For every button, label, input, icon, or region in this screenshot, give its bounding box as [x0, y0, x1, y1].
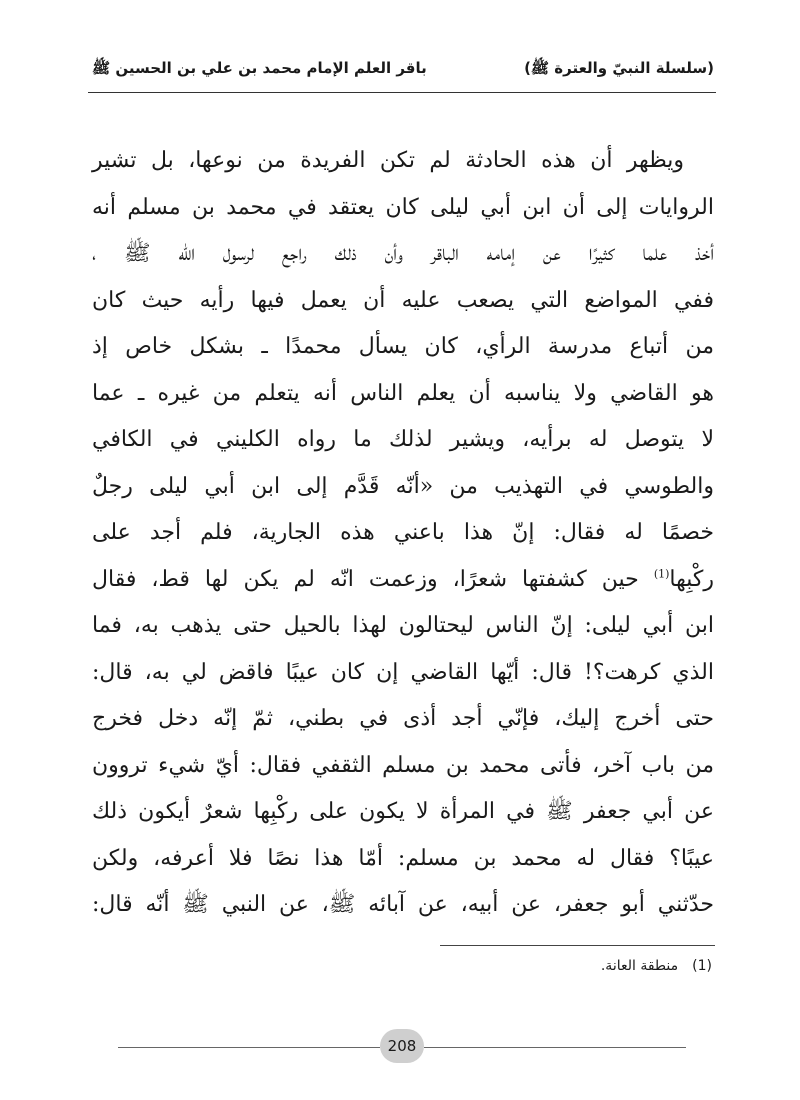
- text-line: ففي المواضع التي يصعب عليه أن يعمل فيها رأيه حيث كان: [92, 287, 714, 313]
- page-number: 208: [380, 1029, 424, 1063]
- text-line: حتى أخرج إليك، فإنّي أجد أذى في بطني، ثمّ إنّه دخل فخرج: [92, 706, 714, 731]
- page-rule-right: [424, 1047, 686, 1048]
- text-line: ويظهر أن هذه الحادثة لم تكن الفريدة من نوعها، بل تشير: [92, 148, 684, 173]
- text-line: الروايات إلى أن ابن أبي ليلى كان يعتقد في محمد بن مسلم أنه: [92, 194, 714, 220]
- text-line: لا يتوصل له برأيه، ويشير لذلك ما رواه الكليني في الكافي: [92, 427, 714, 452]
- footnote: [601, 958, 712, 974]
- running-header: [92, 55, 714, 85]
- text-line: من باب آخر، فأتى محمد بن مسلم الثقفي فقال: أيّ شيء تروون: [92, 752, 714, 778]
- footnote-divider: [440, 945, 715, 946]
- text-word: ركْبِها: [669, 566, 714, 592]
- text-line: عن أبي جعفر ﷺ في المرأة لا يكون على ركْبِها شعرٌ أيكون ذلك: [92, 799, 714, 824]
- footnote-text: منطقة العانة.: [600, 958, 679, 974]
- text-line: [92, 557, 714, 604]
- text-line: والطوسي في التهذيب من «أنّه قَدَّم إلى ابن أبي ليلى رجلٌ: [92, 473, 714, 499]
- header-divider: [88, 92, 716, 93]
- text-line-rest: حين كشفتها شعرًا، وزعمت انّه لم يكن لها قط، فقال: [92, 566, 639, 592]
- series-title: (سلسلة النبيّ والعترة ﷺ): [524, 59, 714, 77]
- text-line: من أتباع مدرسة الرأي، كان يسأل محمدًا ـ بشكل خاص إذ: [92, 334, 714, 359]
- page-rule-left: [118, 1047, 380, 1048]
- text-line: الذي كرهت؟! قال: أيّها القاضي إن كان عيبًا فاقض لي به، قال:: [92, 659, 714, 685]
- text-line: خصمًا له فقال: إنّ هذا باعني هذه الجارية، فلم أجد على: [92, 520, 714, 545]
- main-text: [92, 138, 714, 929]
- footnote-reference[interactable]: (1): [653, 567, 670, 581]
- text-line: ابن أبي ليلى: إنّ الناس ليحتالون لهذا بالحيل حتى يذهب به، فما: [92, 613, 714, 638]
- footnote-number: (1): [692, 958, 712, 974]
- chapter-title: باقر العلم الإمام محمد بن علي بن الحسين ﷺ: [92, 59, 427, 77]
- text-line: عيبًا؟ فقال له محمد بن مسلم: أمّا هذا نصًا فلا أعرفه، ولكن: [92, 845, 714, 871]
- text-line: حدّثني أبو جعفر، عن أبيه، عن آبائه ﷺ، عن النبي ﷺ أنّه قال:: [92, 892, 714, 917]
- text-line: أخذ علما كثيرًا عن إمامه الباقر وأن ذلك راجع لرسول الله ﷺ ،: [92, 241, 714, 266]
- text-line: هو القاضي ولا يناسبه أن يعلم الناس أنه يتعلم من غيره ـ عما: [92, 380, 714, 406]
